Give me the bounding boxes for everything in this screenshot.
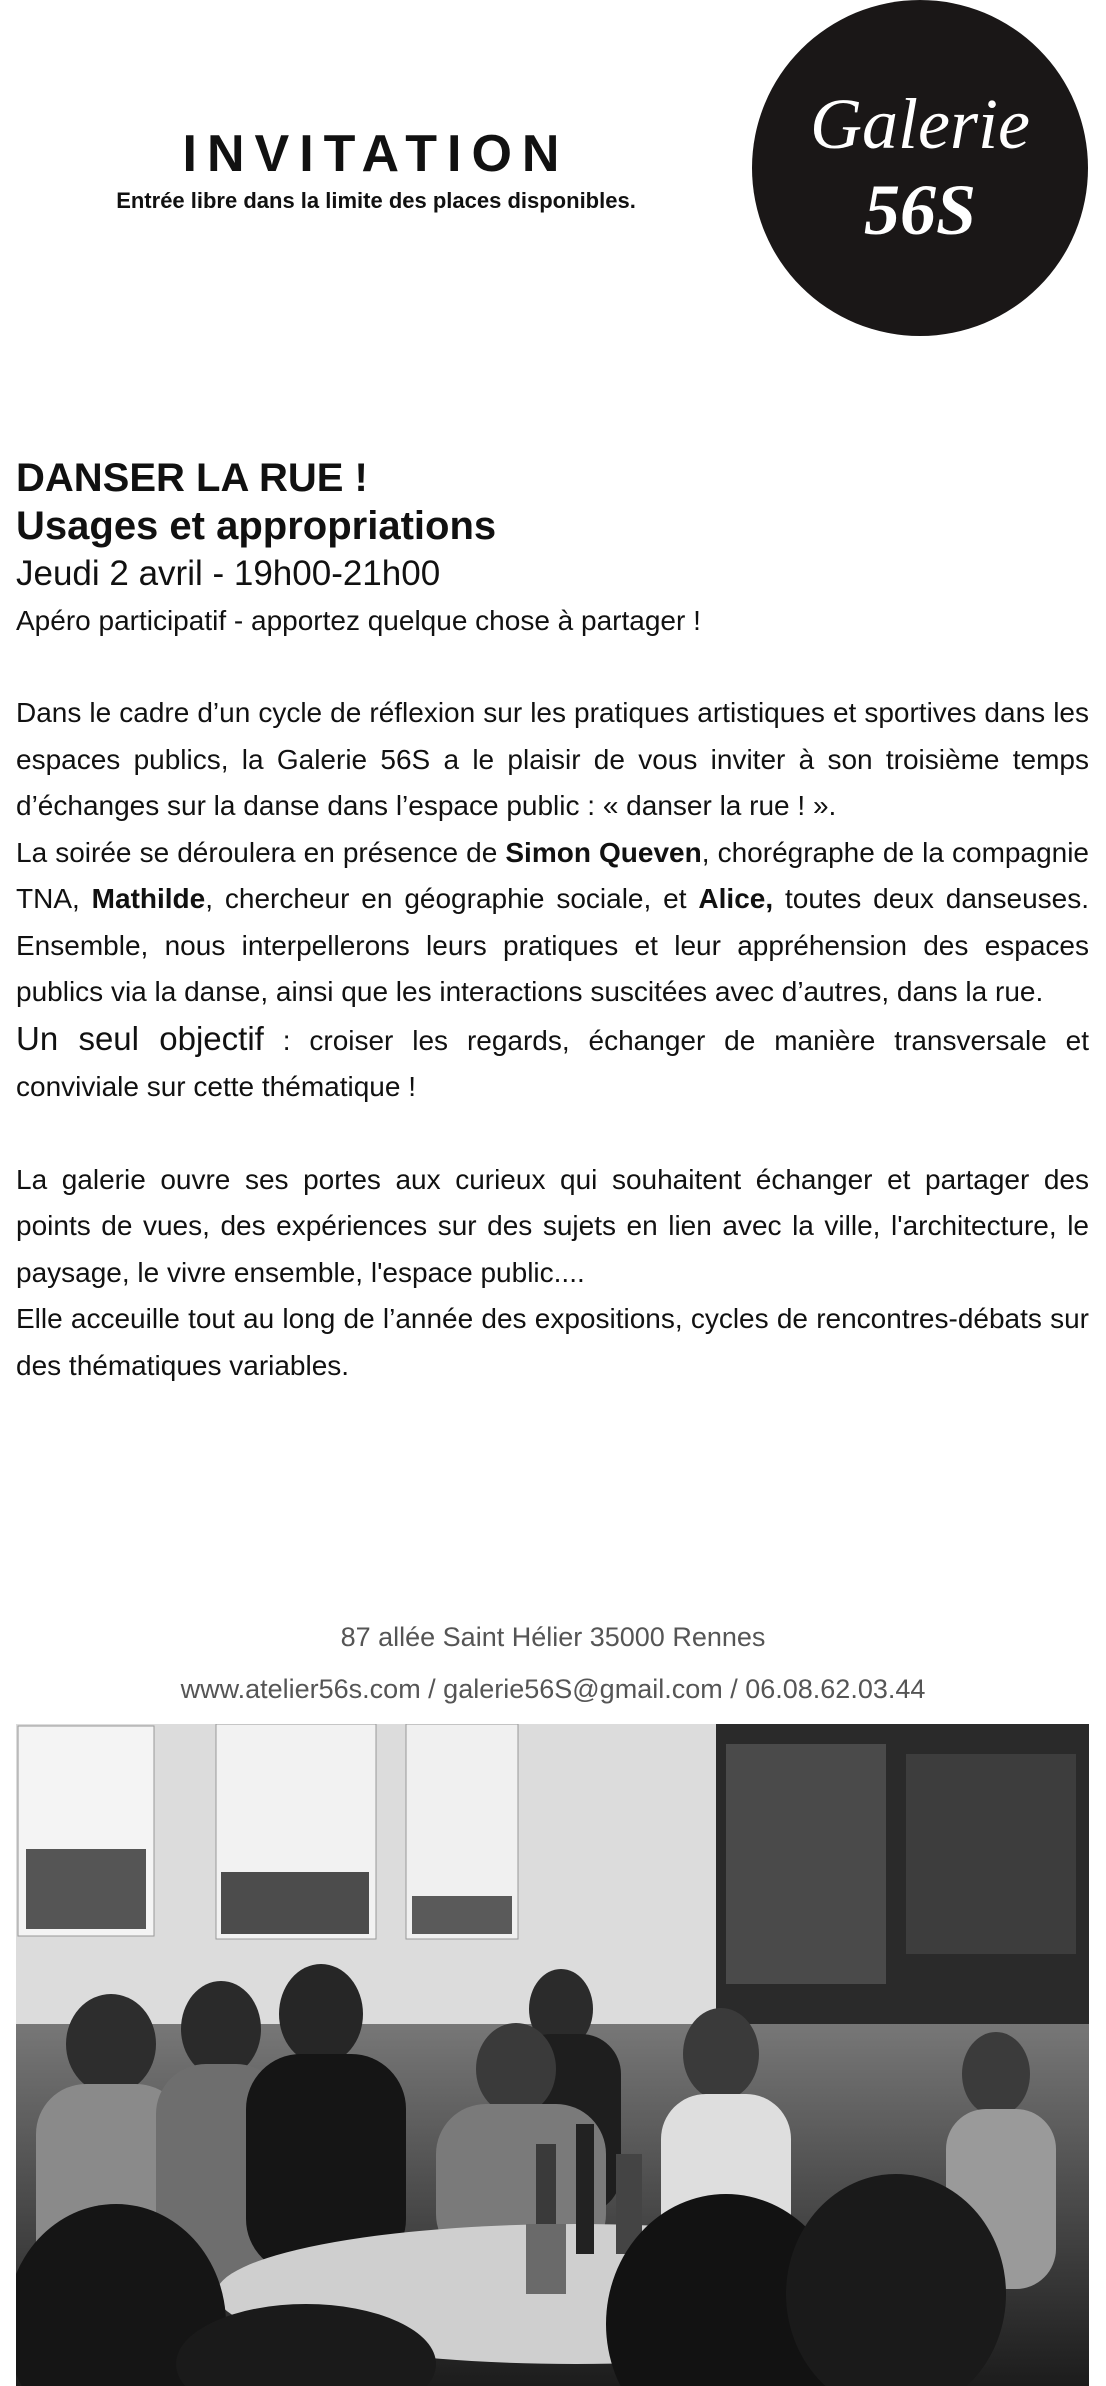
guests-text-mid1: , chorégraphe de la compagnie TNA,	[16, 836, 1090, 914]
objective-lead: Un seul objectif	[16, 1019, 264, 1057]
event-photo	[16, 1724, 1089, 2386]
guests-text-after: toutes deux danseuses. Ensemble, nous interpellerons leurs pratiques et leur appréhension des espaces publics via la danse, ainsi que les interactions suscitées avec d’autres, dans la rue.	[16, 883, 1089, 1007]
guest-name-mathilde: Mathilde	[91, 883, 206, 914]
event-title: DANSER LA RUE !	[16, 456, 368, 500]
galerie-logo	[752, 0, 1088, 336]
event-subtitle: Usages et appropriations	[16, 504, 497, 548]
paragraph-intro: Dans le cadre d’un cycle de réflexion sur les pratiques artistiques et sportives dans les espaces publics, la Galerie 56S a le plaisir de vous inviter à son troisième temps d’échanges sur la danse dans l’espace public : « danser la rue ! ».	[16, 697, 1089, 821]
invitation-subtitle: Entrée libre dans la limite des places disponibles.	[116, 188, 636, 213]
invitation-header	[0, 0, 1106, 340]
event-note: Apéro participatif - apportez quelque chose à partager !	[16, 605, 701, 636]
objective-text: : croiser les regards, échanger de manière transversale et conviviale sur cette thématique !	[16, 1024, 1089, 1102]
guests-text-mid2: , chercheur en géographie sociale, et	[205, 883, 699, 914]
event-date: Jeudi 2 avril - 19h00-21h00	[16, 554, 441, 593]
invitation-title: INVITATION	[182, 125, 570, 183]
event-photo-illustration	[16, 1724, 1089, 2386]
paragraph-guests	[16, 830, 1089, 1016]
guests-text-before: La soirée se déroulera en présence de	[16, 836, 506, 868]
contact-address: 87 allée Saint Hélier 35000 Rennes	[340, 1622, 766, 1652]
paragraph-events: Elle acceuille tout au long de l’année des expositions, cycles de rencontres-débats sur des thématiques variables.	[16, 1303, 1089, 1381]
event-content	[16, 454, 1089, 1389]
guest-name-simon: Simon Queven	[505, 836, 702, 868]
paragraph-gallery: La galerie ouvre ses portes aux curieux qui souhaitent échanger et partager des points de vues, des expériences sur des sujets en lien avec la ville, l'architecture, le paysage, le vivre ensemble, l'espace public....	[16, 1163, 1089, 1288]
guest-name-alice: Alice,	[698, 883, 774, 914]
contact-links: www.atelier56s.com / galerie56S@gmail.com / 06.08.62.03.44	[180, 1674, 926, 1704]
logo-text-56s: 56S	[863, 170, 977, 250]
paragraph-objective	[16, 1016, 1089, 1111]
logo-text-galerie: Galerie	[810, 84, 1030, 164]
